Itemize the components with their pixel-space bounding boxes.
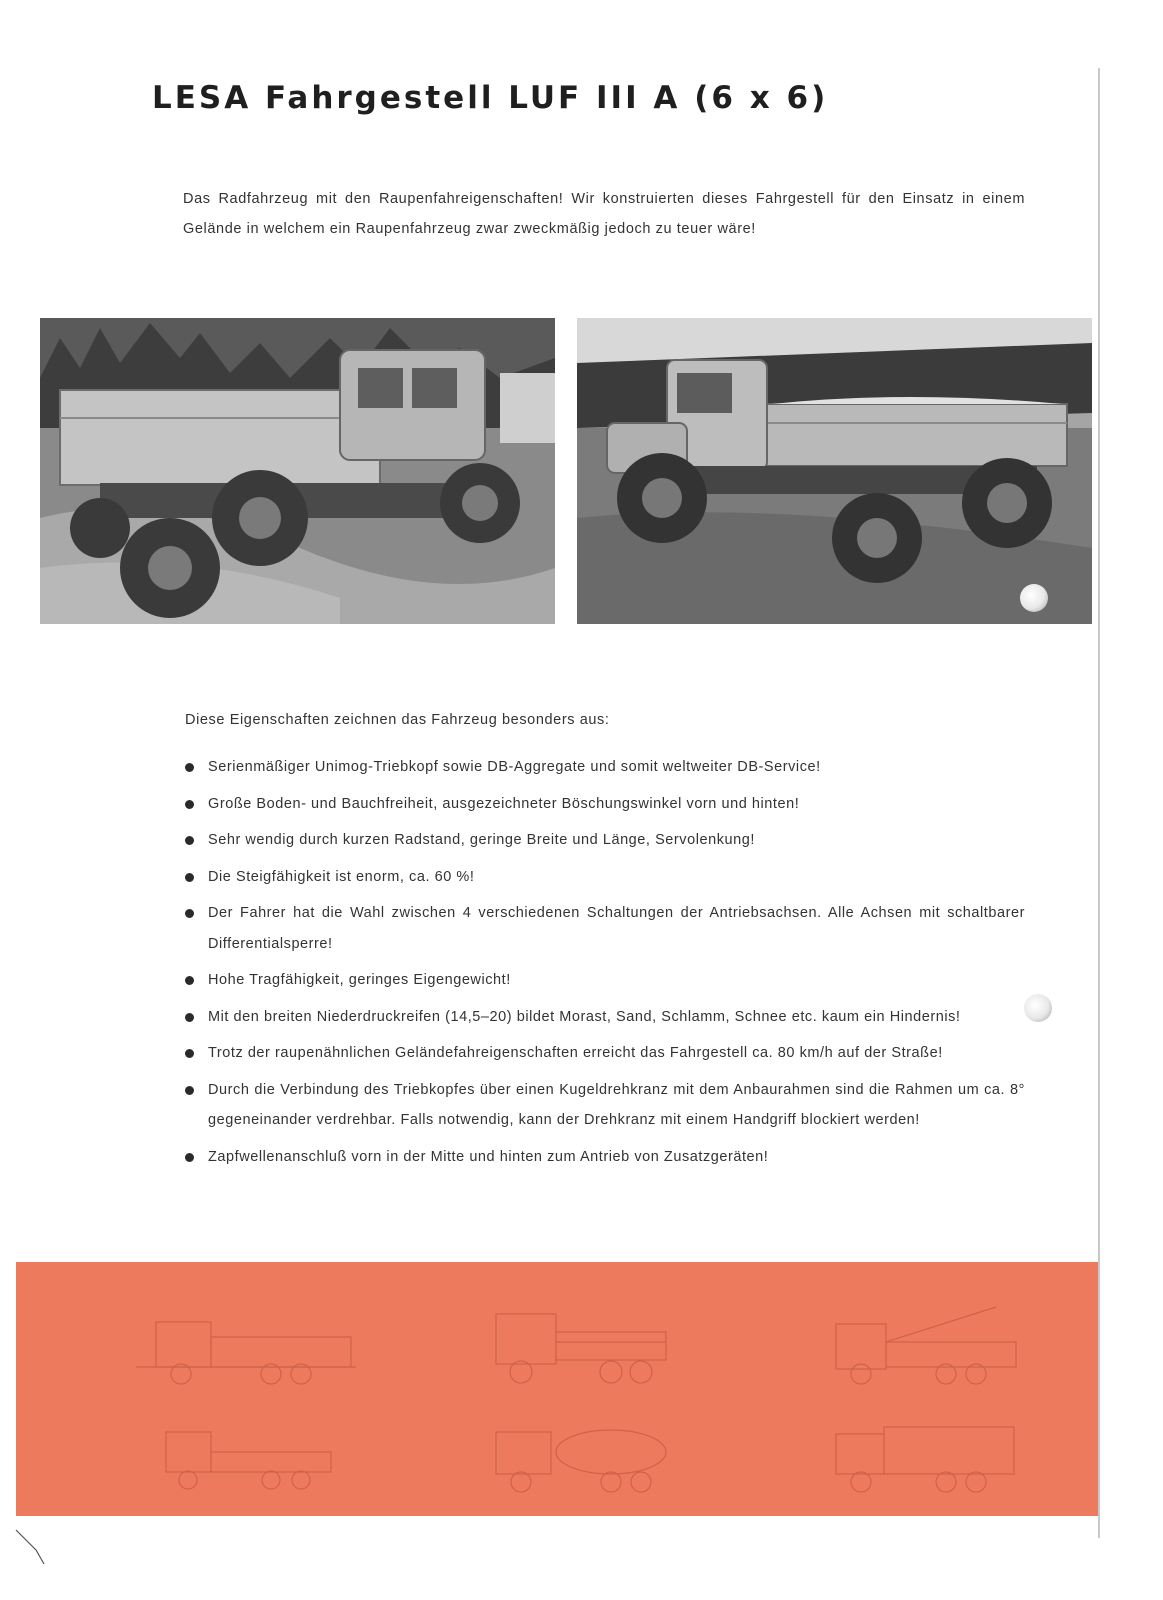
page-edge	[1098, 68, 1100, 1538]
feature-item: Mit den breiten Niederdruckreifen (14,5–20) bildet Morast, Sand, Schlamm, Schnee etc. kaum ein Hindernis!	[185, 1002, 1025, 1033]
features-heading: Diese Eigenschaften zeichnen das Fahrzeug besonders aus:	[185, 712, 610, 728]
feature-item: Hohe Tragfähigkeit, geringes Eigengewicht!	[185, 965, 1025, 996]
feature-item: Die Steigfähigkeit ist enorm, ca. 60 %!	[185, 862, 1025, 893]
feature-item: Serienmäßiger Unimog-Triebkopf sowie DB-Aggregate und somit weltweiter DB-Service!	[185, 752, 1025, 783]
bullet-icon	[185, 1049, 194, 1058]
variant-drawing-mixer	[496, 1430, 666, 1492]
variant-drawing-tanker	[136, 1322, 356, 1384]
variant-drawing-dump-truck	[496, 1314, 666, 1383]
feature-item: Durch die Verbindung des Triebkopfes über einen Kugeldrehkranz mit dem Anbaurahmen sind die Rahmen um ca. 8° gegeneinander verdrehbar. Falls notwendig, kann der Drehkranz mit einem Handgriff blockiert werden!	[185, 1075, 1025, 1136]
scan-corner-mark	[14, 1528, 54, 1568]
punch-hole-middle	[1024, 994, 1052, 1022]
bullet-icon	[185, 800, 194, 809]
page-title: LESA Fahrgestell LUF III A (6 x 6)	[152, 80, 829, 116]
bullet-icon	[185, 873, 194, 882]
bullet-icon	[185, 1013, 194, 1022]
feature-item: Der Fahrer hat die Wahl zwischen 4 verschiedenen Schaltungen der Antriebsachsen. Alle Achsen mit schaltbarer Differentialsperre!	[185, 898, 1025, 959]
features-list	[185, 752, 1025, 1178]
feature-item: Trotz der raupenähnlichen Geländefahreigenschaften erreicht das Fahrgestell ca. 80 km/h auf der Straße!	[185, 1038, 1025, 1069]
variant-drawing-crane	[836, 1307, 1016, 1384]
photo-truck-articulating	[40, 318, 555, 624]
photo-truck-side-view	[577, 318, 1092, 624]
intro-paragraph: Das Radfahrzeug mit den Raupenfahreigenschaften! Wir konstruierten dieses Fahrgestell für den Einsatz in einem Gelände in welchem ein Raupenfahrzeug zwar zweckmäßig jedoch zu teuer wäre!	[183, 191, 1025, 237]
photo-truck-articulating-graphic	[40, 318, 555, 624]
bullet-icon	[185, 976, 194, 985]
bullet-icon	[185, 763, 194, 772]
bullet-icon	[185, 1086, 194, 1095]
vehicle-variant-drawings	[16, 1262, 1098, 1516]
variant-drawing-flatbed	[166, 1432, 331, 1489]
variant-drawing-box-body	[836, 1427, 1014, 1492]
bullet-icon	[185, 836, 194, 845]
bullet-icon	[185, 909, 194, 918]
vehicle-variants-band	[16, 1262, 1098, 1516]
punch-hole-top	[1020, 584, 1048, 612]
feature-item: Große Boden- und Bauchfreiheit, ausgezeichneter Böschungswinkel vorn und hinten!	[185, 789, 1025, 820]
feature-item: Sehr wendig durch kurzen Radstand, geringe Breite und Länge, Servolenkung!	[185, 825, 1025, 856]
feature-item: Zapfwellenanschluß vorn in der Mitte und hinten zum Antrieb von Zusatzgeräten!	[185, 1142, 1025, 1173]
photo-truck-side-view-graphic	[577, 318, 1092, 624]
bullet-icon	[185, 1153, 194, 1162]
